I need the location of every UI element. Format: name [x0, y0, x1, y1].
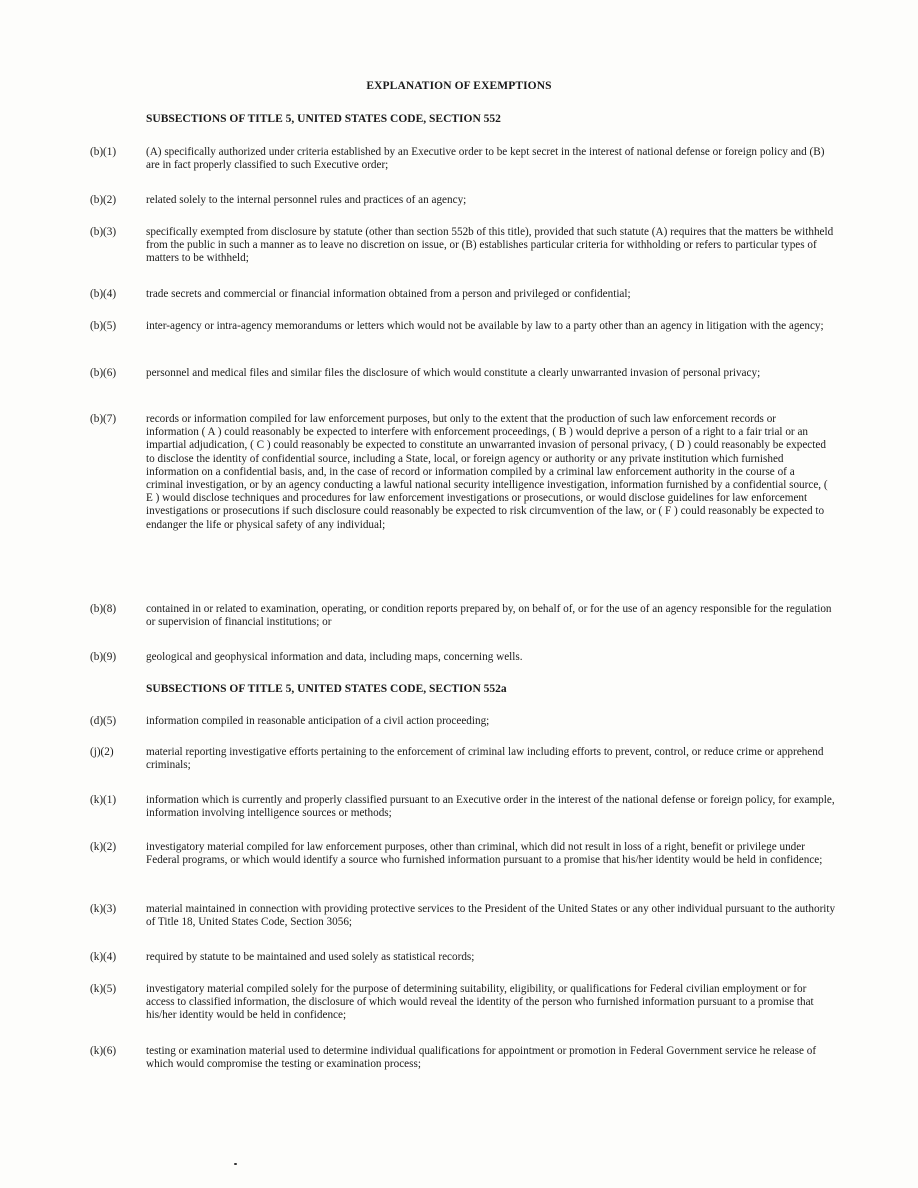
exemption-text: (A) specifically authorized under criteria established by an Executive order to be kept secret in the interest of national defense or foreign policy and (B) are in fact properly classified to such Executive order; — [146, 146, 825, 172]
exemption-code: (b)(6) — [90, 367, 117, 379]
section-heading-552a: SUBSECTIONS OF TITLE 5, UNITED STATES CODE, SECTION 552a — [146, 683, 507, 695]
exemption-text: records or information compiled for law enforcement purposes, but only to the extent that the production of such law enforcement records or information ( A ) could reasonably be expected to interfere with enforcement proceedings, ( B ) would deprive a person of a right to a fair trial or an impartial adjudication, ( C ) could reasonably be expected to constitute an unwarranted invasion of personal privacy, ( D ) could reasonably be expected to disclose the identity of confidential source, including a State, local, or foreign agency or authority or any private institution which furnished information on a confidential basis, and, in the case of record or information compiled by a criminal law enforcement authority in the course of a criminal investigation, or by an agency conducting a lawful national security intelligence investigation, information furnished by a confidential source, ( E ) would disclose techniques and procedures for law enforcement investigations or prosecutions, or would disclose guidelines for law enforcement investigations or prosecutions if such disclosure could reasonably be expected to risk circumvention of the law, or ( F ) could reasonably be expected to endanger the life or physical safety of any individual; — [146, 413, 828, 531]
exemption-code: (j)(2) — [90, 746, 114, 758]
exemption-code: (d)(5) — [90, 715, 117, 727]
exemption-text: required by statute to be maintained and used solely as statistical records; — [146, 951, 475, 963]
exemption-text: related solely to the internal personnel rules and practices of an agency; — [146, 194, 467, 206]
exemption-code: (b)(7) — [90, 413, 117, 425]
exemption-code: (k)(2) — [90, 841, 117, 853]
exemption-text: information compiled in reasonable anticipation of a civil action proceeding; — [146, 715, 490, 727]
exemption-text: investigatory material compiled solely for the purpose of determining suitability, eligibility, or qualifications for Federal civilian employment or for access to classified information, the disclosure of which would reveal the identity of the person who furnished information pursuant to a promise that his/her identity would be held in confidence; — [146, 983, 814, 1022]
exemption-code: (b)(4) — [90, 288, 117, 300]
section-heading-552: SUBSECTIONS OF TITLE 5, UNITED STATES CODE, SECTION 552 — [146, 113, 501, 125]
exemption-text: information which is currently and properly classified pursuant to an Executive order in the interest of the national defense or foreign policy, for example, information involving intelligence sources or methods; — [146, 794, 835, 820]
exemption-text: contained in or related to examination, operating, or condition reports prepared by, on behalf of, or for the use of an agency responsible for the regulation or supervision of financial institutions; or — [146, 603, 832, 629]
exemption-code: (k)(6) — [90, 1045, 117, 1057]
exemption-text: testing or examination material used to determine individual qualifications for appointment or promotion in Federal Government service he release of which would compromise the testing or examination process; — [146, 1045, 817, 1071]
exemption-code: (k)(3) — [90, 903, 117, 915]
exemption-code: (k)(4) — [90, 951, 117, 963]
exemption-code: (k)(5) — [90, 983, 117, 995]
exemption-text: investigatory material compiled for law enforcement purposes, other than criminal, which did not result in loss of a right, benefit or privilege under Federal programs, or which would identify a source who furnished information pursuant to a promise that his/her identity would be held in confidence; — [146, 841, 823, 867]
exemption-code: (k)(1) — [90, 794, 117, 806]
document-title: EXPLANATION OF EXEMPTIONS — [366, 80, 552, 92]
exemption-text: geological and geophysical information and data, including maps, concerning wells. — [146, 651, 523, 663]
exemption-code: (b)(5) — [90, 320, 117, 332]
exemption-text: inter-agency or intra-agency memorandums or letters which would not be available by law to a party other than an agency in litigation with the agency; — [146, 320, 824, 332]
scan-speck — [234, 1163, 237, 1165]
exemption-text: material maintained in connection with providing protective services to the President of the United States or any other individual pursuant to the authority of Title 18, United States Code, Section 3056; — [146, 903, 836, 929]
exemption-text: trade secrets and commercial or financial information obtained from a person and privileged or confidential; — [146, 288, 631, 300]
exemption-text: material reporting investigative efforts pertaining to the enforcement of criminal law including efforts to prevent, control, or reduce crime or apprehend criminals; — [146, 746, 824, 772]
exemption-text: specifically exempted from disclosure by statute (other than section 552b of this title), provided that such statute (A) requires that the matters be withheld from the public in such a manner as to leave no discretion on issue, or (B) establishes particular criteria for withholding or refers to particular types of matters to be withheld; — [146, 226, 834, 265]
exemption-code: (b)(9) — [90, 651, 117, 663]
exemption-code: (b)(3) — [90, 226, 117, 238]
exemption-code: (b)(2) — [90, 194, 117, 206]
exemption-text: personnel and medical files and similar files the disclosure of which would constitute a clearly unwarranted invasion of personal privacy; — [146, 367, 761, 379]
exemption-code: (b)(8) — [90, 603, 117, 615]
exemption-code: (b)(1) — [90, 146, 117, 158]
